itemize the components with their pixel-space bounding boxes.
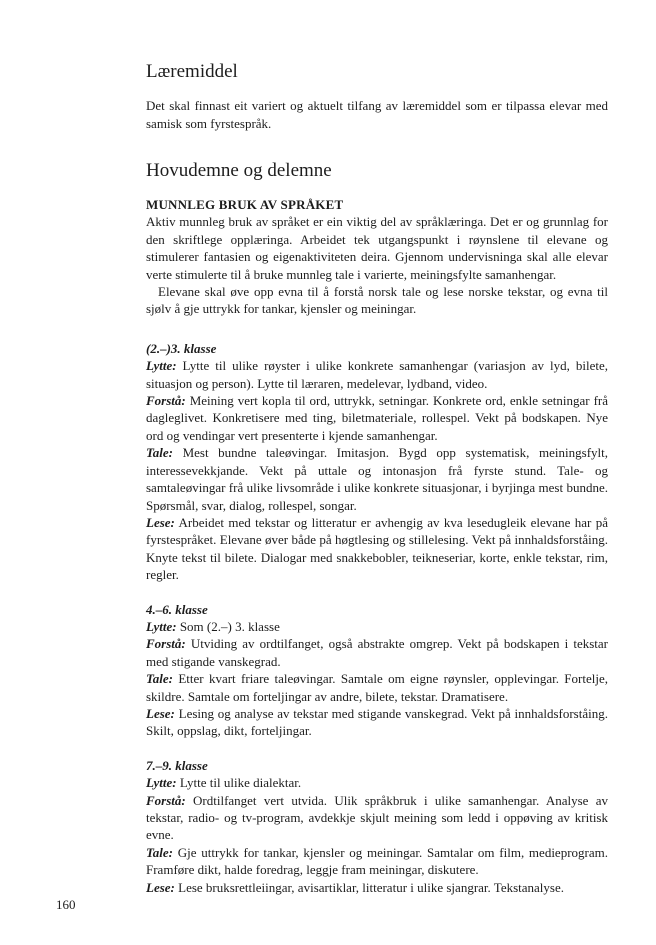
- item-text: Ordtilfanget vert utvida. Ulik språkbruk i ulike samanhengar. Analyse av tekstar, radio- og tv-program, avdekkje skjult meining som ledd i oppøving av kritisk evne.: [146, 792, 608, 843]
- item-label: Forstå:: [146, 393, 186, 409]
- item-label: Lese:: [146, 514, 175, 530]
- grade-item: [146, 774, 608, 791]
- item-text: Lytte til ulike dialektar.: [176, 775, 302, 791]
- item-text: Arbeidet med tekstar og litteratur er avhengig av kva lesedugleik elevane har på fyrstespråket. Elevane øver både på høgtlesing og stillelesing. Vekt på innhaldsforståing. Knyte tekst til bilete. Dialogar med snakkebobler, teikneseriar, korte, enkle tekstar, rim, regler.: [146, 514, 608, 583]
- grade-item: [146, 635, 608, 670]
- grade-item: [146, 879, 608, 896]
- item-label: Lese:: [146, 705, 175, 721]
- grade-item: [146, 357, 608, 392]
- page-number: 160: [56, 897, 76, 912]
- grade-title: (2.–)3. klasse: [146, 340, 217, 356]
- laeremiddel-paragraph: Det skal finnast eit variert og aktuelt tilfang av læremiddel som er tilpassa elevar med samisk som fyrstespråk.: [146, 98, 608, 131]
- body-paragraph-2: Elevane skal øve opp evna til å forstå norsk tale og lese norske tekstar, og evna til sjølv å gje uttrykk for tankar, kjensler og meiningar.: [146, 284, 608, 317]
- grade-item: [146, 705, 608, 740]
- section-heading-hovudemne: Hovudemne og delemne: [146, 160, 332, 181]
- grade-block: [146, 757, 608, 896]
- grade-item: [146, 618, 608, 635]
- item-label: Lytte:: [146, 358, 177, 374]
- item-text: Meining vert kopla til ord, uttrykk, setningar. Konkrete ord, enkle setningar frå dagleglivet. Konkretisere med ting, biletmateriale, rollespel. Vekt på bodskapen. Nye ord og vendingar vert presenterte i kjende samanhengar.: [146, 393, 608, 443]
- main-body: [146, 196, 608, 896]
- item-label: Lytte:: [146, 618, 177, 634]
- grade-item: [146, 792, 608, 844]
- section-heading-laeremiddel: Læremiddel: [146, 61, 238, 82]
- subsection-heading: MUNNLEG BRUK AV SPRÅKET: [146, 197, 344, 212]
- item-text: Lese bruksrettleiingar, avisartiklar, litteratur i ulike sjangrar. Tekstanalyse.: [174, 879, 564, 895]
- grade-block: [146, 601, 608, 740]
- item-label: Forstå:: [146, 792, 186, 808]
- item-label: Forstå:: [146, 636, 186, 652]
- grade-item: [146, 844, 608, 879]
- grade-item: [146, 444, 608, 514]
- grade-block: [146, 340, 608, 584]
- grade-item: [146, 514, 608, 584]
- grade-title: 7.–9. klasse: [146, 757, 208, 773]
- item-label: Lytte:: [146, 775, 177, 791]
- item-text: Gje uttrykk for tankar, kjensler og meiningar. Samtalar om film, medieprogram. Framføre dikt, halde foredrag, leggje fram meiningar, diskutere.: [146, 844, 608, 878]
- item-label: Tale:: [146, 445, 173, 461]
- item-label: Tale:: [146, 671, 173, 687]
- item-label: Lese:: [146, 879, 175, 895]
- item-label: Tale:: [146, 844, 173, 860]
- grade-item: [146, 670, 608, 705]
- item-text: Lytte til ulike røyster i ulike konkrete samanhengar (variasjon av lyd, bilete, situasjon og person). Lytte til læraren, medelevar, lydband, video.: [146, 358, 608, 391]
- item-text: Mest bundne taleøvingar. Imitasjon. Bygd opp systematisk, meiningsfylt, interessevekkjande. Vekt på uttale og intonasjon frå fyrste stund. Tale- og samtaleøvingar frå ulike livsområde i ulike konkrete situasjonar, i byrjinga mest bundne. Spørsmål, svar, dialog, rollespel, songar.: [146, 445, 608, 513]
- body-paragraph-1: Aktiv munnleg bruk av språket er ein viktig del av språklæringa. Det er og grunnlag for den skriftlege opplæringa. Arbeidet tek utgangspunkt i røynslene til elevane og stimulerer fantasien og eigenaktiviteten deira. Gjennom undervisninga skal alle elevar verte stimulerte til å bruke munnleg tale i varierte, meiningsfylte samanhengar.: [146, 214, 608, 282]
- grade-item: [146, 392, 608, 444]
- item-text: Lesing og analyse av tekstar med stigande vanskegrad. Vekt på innhaldsforståing. Skilt, oppslag, dikt, forteljingar.: [146, 705, 608, 739]
- item-text: Som (2.–) 3. klasse: [176, 618, 280, 634]
- item-text: Etter kvart friare taleøvingar. Samtale om eigne røynsler, opplevingar. Fortelje, skildre. Samtale om forteljingar av andre, bilete, tekstar. Dramatisere.: [146, 671, 608, 704]
- item-text: Utviding av ordtilfanget, også abstrakte omgrep. Vekt på bodskapen i tekstar med stigande vanskegrad.: [146, 636, 608, 669]
- grade-title: 4.–6. klasse: [146, 601, 208, 617]
